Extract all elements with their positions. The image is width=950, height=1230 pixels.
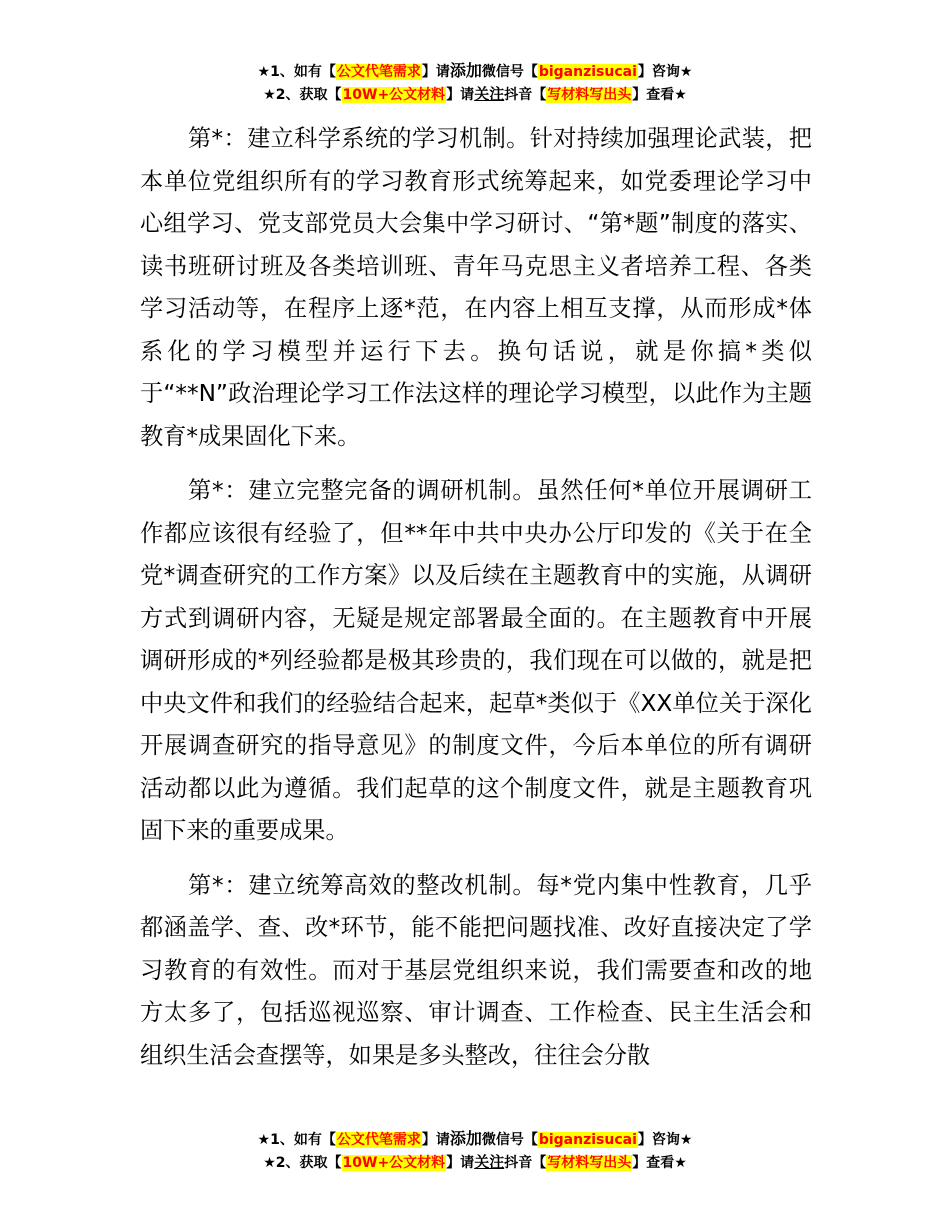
promo-emphasis: 关注	[474, 1153, 505, 1171]
promo-text: ★2、获取【	[263, 87, 342, 103]
paragraph-rectification-mechanism: 第*：建立统筹高效的整改机制。每*党内集中性教育，几乎都涵盖学、查、改*环节，能不能把问题找准、改好直接决定了学习教育的有效性。而对于基层党组织来说，我们需要查和改的地方太多了，包括巡视巡察、审计调查、工作检查、民主生活会和组织生活会查摆等，如果是多头整改，往往会分散	[140, 871, 812, 1069]
promo-highlight-service: 公文代笔需求	[336, 64, 421, 80]
promo-emphasis: 关注	[474, 85, 505, 103]
promo-highlight-douyin-account: 写材料写出头	[547, 87, 632, 103]
promo-line-1	[0, 60, 950, 83]
promo-highlight-douyin-account: 写材料写出头	[547, 1155, 632, 1171]
promo-text: 抖音【	[504, 1155, 547, 1171]
paragraph-research-mechanism: 第*：建立完整完备的调研机制。虽然任何*单位开展调研工作都应该很有经验了，但**年中共中央办公厅印发的《关于在全党*调查研究的工作方案》以及后续在主题教育中的实施，从调研方式到调研内容，无疑是规定部署最全面的。在主题教育中开展调研形成的*列经验都是极其珍贵的，我们现在可以做的，就是把中央文件和我们的经验结合起来，起草*类似于《XX单位关于深化开展调查研究的指导意见》的制度文件，今后本单位的所有调研活动都以此为遵循。我们起草的这个制度文件，就是主题教育巩固下来的重要成果。	[140, 477, 812, 844]
promo-text: 微信号【	[481, 1132, 538, 1148]
promo-highlight-materials: 10W+公文材料	[342, 87, 446, 103]
paragraph-learning-mechanism: 第*：建立科学系统的学习机制。针对持续加强理论武装，把本单位党组织所有的学习教育形式统筹起来，如党委理论学习中心组学习、党支部党员大会集中学习研讨、“第*题”制度的落实、读书班研讨班及各类培训班、青年马克思主义者培养工程、各类学习活动等，在程序上逐*范，在内容上相互支撑，从而形成*体系化的学习模型并运行下去。换句话说，就是你搞*类似于“**N”政治理论学习工作法这样的理论学习模型，以此作为主题教育*成果固化下来。	[140, 125, 812, 450]
promo-text: 】请	[421, 1132, 450, 1148]
promo-text: ★1、如有【	[257, 64, 336, 80]
promo-emphasis: 添加	[449, 61, 482, 80]
promo-line-1	[0, 1128, 950, 1151]
promo-text: ★1、如有【	[257, 1132, 336, 1148]
promo-text: 】请	[446, 1155, 475, 1171]
document-body	[140, 118, 812, 1089]
promo-banner-bottom	[0, 1128, 950, 1174]
promo-text: ★2、获取【	[263, 1155, 342, 1171]
promo-text: 抖音【	[504, 87, 547, 103]
promo-emphasis: 添加	[449, 1129, 482, 1148]
promo-text: 微信号【	[481, 64, 538, 80]
promo-line-2	[0, 1151, 950, 1174]
promo-line-2	[0, 83, 950, 106]
promo-banner-top	[0, 60, 950, 106]
promo-highlight-wechat-id: biganzisucai	[538, 64, 637, 80]
promo-highlight-service: 公文代笔需求	[336, 1132, 421, 1148]
promo-text: 】查看★	[632, 1155, 687, 1171]
promo-text: 】请	[421, 64, 450, 80]
promo-highlight-wechat-id: biganzisucai	[538, 1132, 637, 1148]
promo-text: 】请	[446, 87, 475, 103]
promo-text: 】咨询★	[637, 1132, 693, 1148]
promo-text: 】咨询★	[637, 64, 693, 80]
promo-highlight-materials: 10W+公文材料	[342, 1155, 446, 1171]
promo-text: 】查看★	[632, 87, 687, 103]
